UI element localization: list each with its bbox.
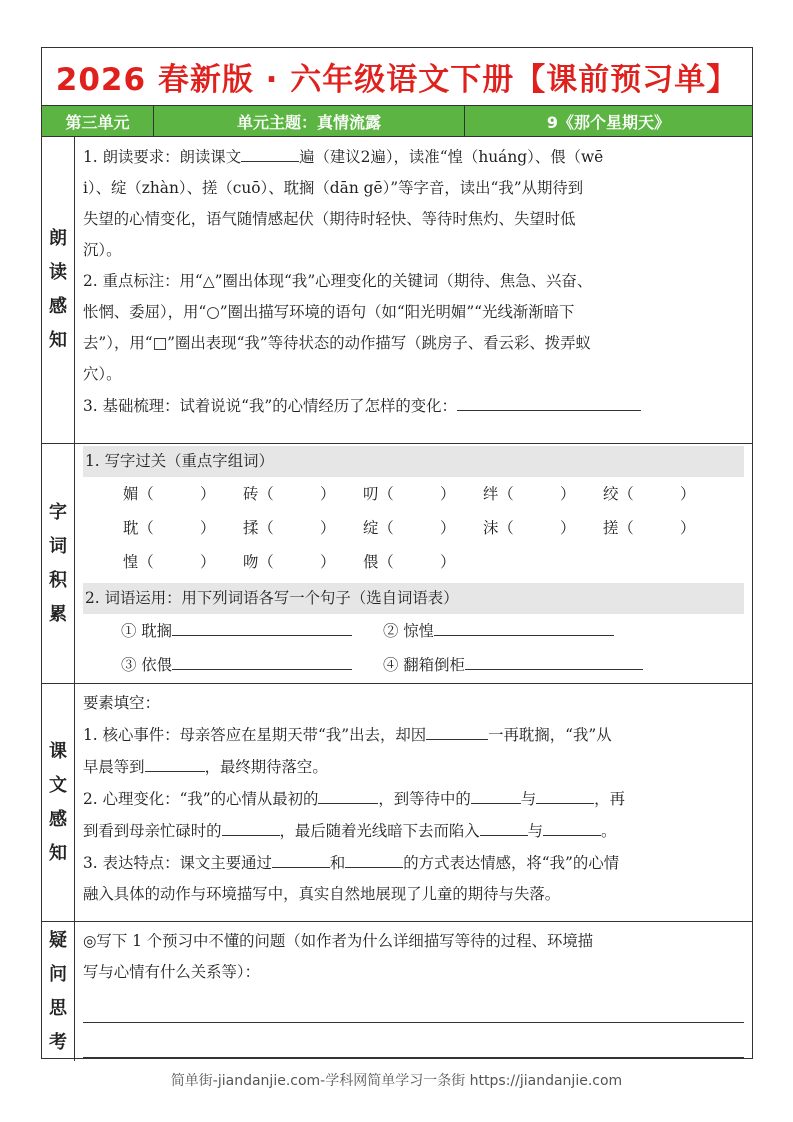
reading-req-text: 沉）。 <box>83 241 122 259</box>
side-char: 累 <box>49 603 67 625</box>
section-label-text <box>42 684 75 921</box>
usage-word: ① 耽搁 <box>121 622 173 640</box>
section-label-reading <box>42 137 75 443</box>
expression-text: 和 <box>329 854 346 872</box>
word-cell[interactable]: 沫（ ） <box>483 518 576 537</box>
fill-blank[interactable] <box>318 783 378 804</box>
words-content <box>75 444 752 683</box>
question-prompt: 写与心情有什么关系等）： <box>83 963 260 981</box>
header-bar <box>42 106 752 137</box>
mood-change-text: 与 <box>527 822 544 840</box>
writing-heading: 1. 写字过关（重点字组词） <box>83 446 744 477</box>
word-cell[interactable]: 揉（ ） <box>243 518 336 537</box>
question-prompt: ◎写下 1 个预习中不懂的问题（如作者为什么详细描写等待的过程、环境描 <box>83 932 594 950</box>
side-char: 文 <box>49 774 67 796</box>
worksheet <box>41 47 753 1059</box>
question-content <box>75 922 752 1061</box>
page-title: 2026 春新版 · 六年级语文下册【课前预习单】 <box>42 48 752 106</box>
mood-change-text: ，到等待中的 <box>378 790 471 808</box>
word-row <box>123 511 744 545</box>
side-char: 疑 <box>49 929 67 951</box>
usage-word: ④ 翻箱倒柜 <box>383 656 465 674</box>
sentence-blank[interactable] <box>434 615 614 636</box>
usage-row <box>83 648 744 682</box>
usage-word: ③ 依偎 <box>121 656 173 674</box>
fill-blank[interactable] <box>471 783 521 804</box>
reading-req-text: 失望的心情变化，语气随情感起伏（期待时轻快、等待时焦灼、失望时低 <box>83 210 576 228</box>
side-char: 字 <box>49 501 67 523</box>
word-cell[interactable]: 砖（ ） <box>243 484 336 503</box>
reading-req-text: 1. 朗读要求：朗读课文 <box>83 148 242 166</box>
side-char: 朗 <box>49 228 67 249</box>
sentence-blank[interactable] <box>172 615 352 636</box>
core-event-text: 一再耽搁，“我”从 <box>488 726 612 744</box>
expression-text: 的方式表达情感，将“我”的心情 <box>403 854 620 872</box>
sentence-blank[interactable] <box>172 649 352 670</box>
usage-row <box>83 614 744 648</box>
word-cell[interactable]: 惶（ ） <box>123 552 216 571</box>
expression-text: 3. 表达特点：课文主要通过 <box>83 854 272 872</box>
page-footer: 简单街-jiandanjie.com-学科网简单学习一条街 https://jiandanjie.com <box>170 1073 623 1089</box>
reading-req-text: i）、绽（zhàn）、搓（cuō）、耽搁（dān gē）”等字音，读出“我”从期待到 <box>83 179 584 197</box>
word-grid <box>83 477 744 579</box>
mark-instruction-text: 穴）。 <box>83 365 122 383</box>
text-content <box>75 684 752 921</box>
mood-change-text: ，再 <box>594 790 625 808</box>
fill-blank[interactable] <box>345 847 403 868</box>
word-cell[interactable]: 耽（ ） <box>123 518 216 537</box>
fill-blank[interactable] <box>457 390 641 411</box>
fill-blank[interactable] <box>543 815 601 836</box>
word-cell[interactable]: 偎（ ） <box>363 552 456 571</box>
mood-change-text: 。 <box>601 822 617 840</box>
side-char: 读 <box>49 262 67 283</box>
core-event-text: 早晨等到 <box>83 758 145 776</box>
section-words <box>42 444 752 684</box>
word-cell[interactable]: 绽（ ） <box>363 518 456 537</box>
mood-change-text: ，最后随着光线暗下去而陷入 <box>279 822 480 840</box>
section-question <box>42 922 752 1061</box>
side-char: 思 <box>49 997 67 1019</box>
word-cell[interactable]: 绊（ ） <box>483 484 576 503</box>
word-cell[interactable]: 搓（ ） <box>603 518 696 537</box>
theme-label: 单元主题：真情流露 <box>154 106 465 136</box>
reading-req-text: 遍（建议2遍），读准“惶（huáng）、偎（wē <box>299 148 604 166</box>
core-event-text: 1. 核心事件：母亲答应在星期天带“我”出去，却因 <box>83 726 427 744</box>
mood-change-text: 2. 心理变化：“我”的心情从最初的 <box>83 790 319 808</box>
side-char: 知 <box>49 842 67 864</box>
fill-blank[interactable] <box>222 815 280 836</box>
mood-change-text: 与 <box>520 790 537 808</box>
fill-blank[interactable] <box>536 783 594 804</box>
side-char: 知 <box>49 330 67 351</box>
word-cell[interactable]: 吻（ ） <box>243 552 336 571</box>
word-cell[interactable]: 绞（ ） <box>603 484 696 503</box>
side-char: 感 <box>49 808 67 830</box>
fill-blank[interactable] <box>426 719 488 740</box>
unit-label: 第三单元 <box>42 106 154 136</box>
section-text <box>42 684 752 922</box>
fill-intro: 要素填空： <box>83 694 160 712</box>
word-cell[interactable]: 叨（ ） <box>363 484 456 503</box>
fill-blank[interactable] <box>272 847 330 868</box>
section-label-words <box>42 444 75 683</box>
side-char: 课 <box>49 740 67 762</box>
section-label-question <box>42 922 75 1061</box>
side-char: 词 <box>49 535 67 557</box>
usage-heading: 2. 词语运用：用下列词语各写一个句子（选自词语表） <box>83 583 744 614</box>
sentence-blank[interactable] <box>465 649 643 670</box>
expression-text: 融入具体的动作与环境描写中，真实自然地展现了儿童的期待与失落。 <box>83 885 561 903</box>
fill-blank[interactable] <box>145 751 205 772</box>
core-event-text: ，最终期待落空。 <box>204 758 328 776</box>
summary-question: 3. 基础梳理：试着说说“我”的心情经历了怎样的变化： <box>83 397 457 415</box>
mark-instruction-text: 怅惘、委屈），用“○”圈出描写环境的语句（如“阳光明媚”“光线渐渐暗下 <box>83 303 575 321</box>
mark-instruction-text: 去”），用“□”圈出表现“我”等待状态的动作描写（跳房子、看云彩、拨弄蚁 <box>83 334 591 352</box>
side-char: 考 <box>49 1031 67 1053</box>
side-char: 问 <box>49 963 67 985</box>
mark-instruction-text: 2. 重点标注：用“△”圈出体现“我”心理变化的关键词（期待、焦急、兴奋、 <box>83 272 593 290</box>
usage-word: ② 惊惶 <box>383 622 435 640</box>
fill-blank[interactable] <box>480 815 528 836</box>
lesson-label: 9《那个星期天》 <box>546 112 671 132</box>
reading-content <box>75 137 752 443</box>
mood-change-text: 到看到母亲忙碌时的 <box>83 822 222 840</box>
fill-blank[interactable] <box>241 141 299 162</box>
answer-line[interactable] <box>83 1023 744 1058</box>
side-char: 积 <box>49 569 67 591</box>
word-cell[interactable]: 媚（ ） <box>123 484 216 503</box>
side-char: 感 <box>49 296 67 317</box>
answer-line[interactable] <box>83 988 744 1023</box>
word-row <box>123 545 744 579</box>
section-reading <box>42 137 752 444</box>
word-row <box>123 477 744 511</box>
